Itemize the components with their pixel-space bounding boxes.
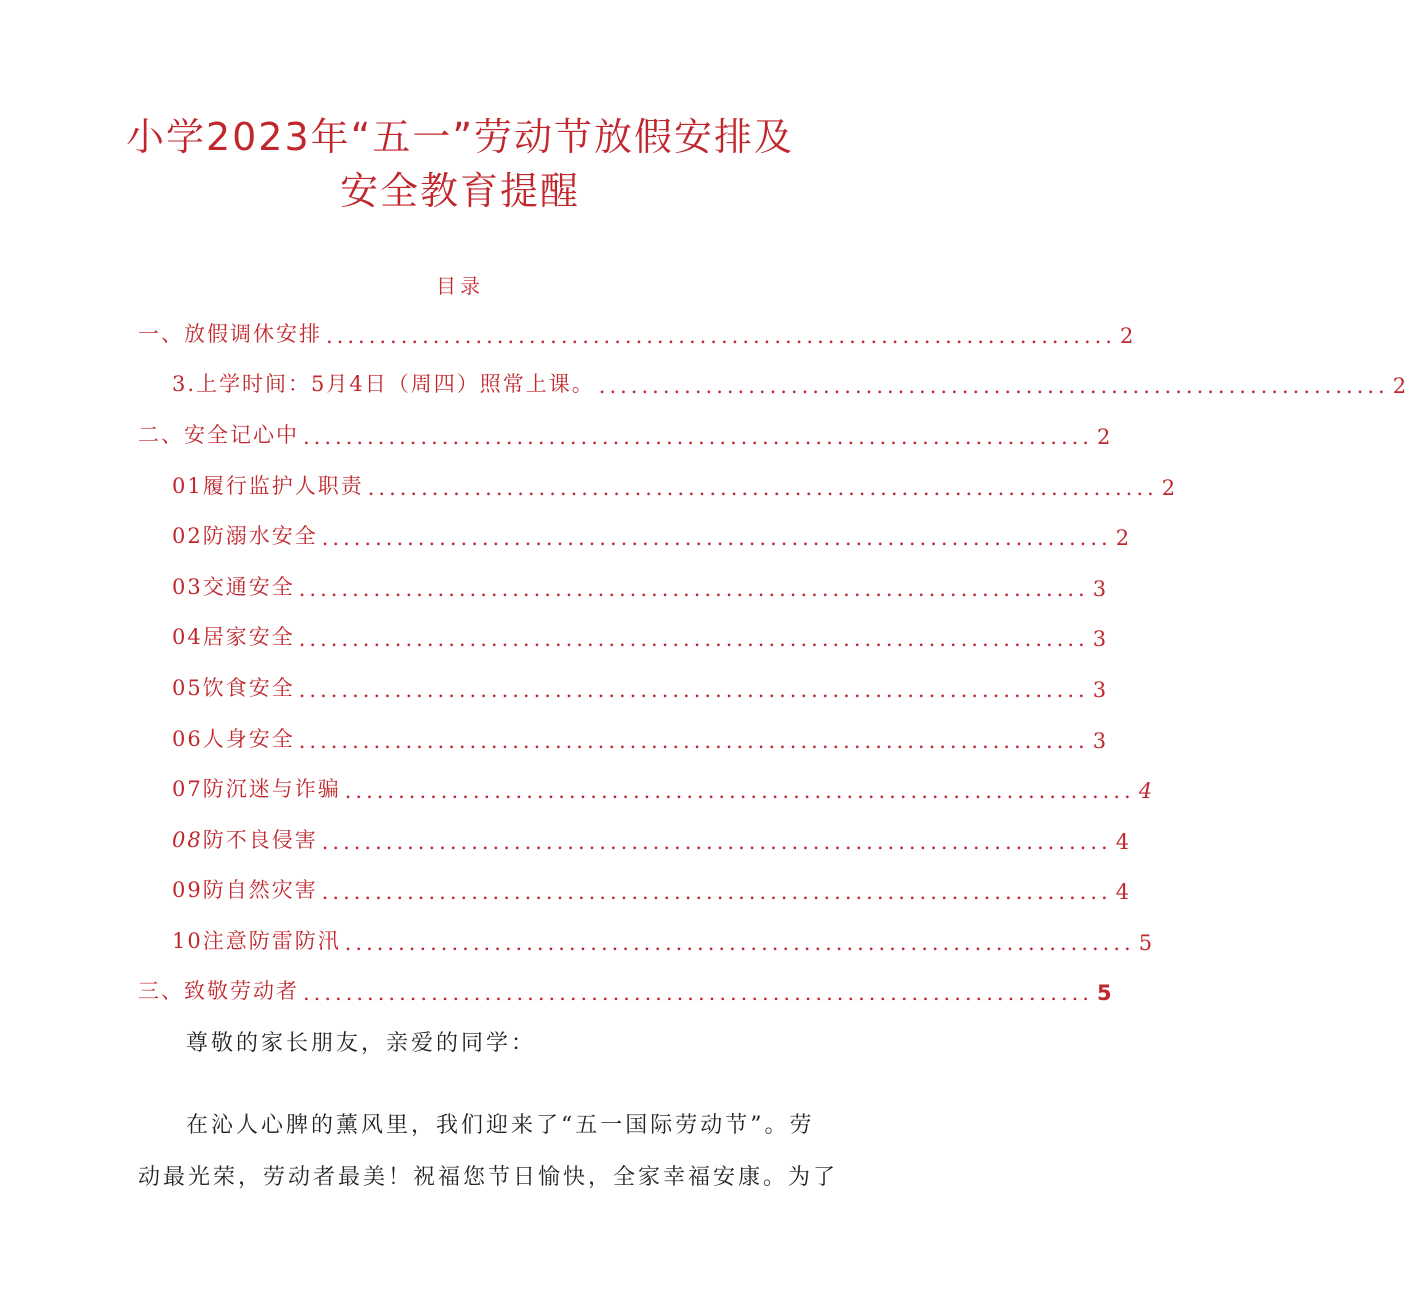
toc-leader-dots: .......................................................................... [298, 627, 1089, 651]
toc-leader-dots: .......................................................................... [344, 931, 1135, 955]
toc-entry-vacation-schedule[interactable] [138, 318, 1134, 348]
toc-leader-dots: .......................................................................... [321, 526, 1112, 550]
toc-entry-label: 02防溺水安全 [172, 524, 318, 548]
toc-entry-label: 3.上学时间：5月4日（周四）照常上课。 [172, 372, 595, 396]
toc-page-number: 3 [1092, 678, 1107, 702]
toc-entry-label: 三、致敬劳动者 [138, 979, 299, 1003]
toc-leader-dots: .......................................................................... [298, 729, 1089, 753]
toc-entry-harm[interactable] [172, 824, 1130, 854]
toc-page-number: 2 [1392, 374, 1406, 398]
toc-entry-label: 一、放假调休安排 [138, 322, 322, 346]
toc-leader-dots: .......................................................................... [321, 830, 1112, 854]
toc-entry-number: 08 [172, 828, 203, 852]
toc-leader-dots: .......................................................................... [598, 374, 1389, 398]
toc-entry-home[interactable] [172, 621, 1107, 651]
toc-page-number: 4 [1138, 779, 1153, 803]
toc-page-number: 4 [1115, 880, 1130, 904]
toc-leader-dots: .......................................................................... [298, 678, 1089, 702]
toc-page-number: 2 [1161, 476, 1176, 500]
toc-leader-dots: .......................................................................... [298, 577, 1089, 601]
toc-entry-personal[interactable] [172, 723, 1107, 753]
toc-heading: 目录 [436, 274, 484, 298]
toc-entry-addiction-fraud[interactable] [172, 773, 1153, 803]
toc-entry-guardian[interactable] [172, 470, 1176, 500]
toc-entry-label: 06人身安全 [172, 727, 295, 751]
toc-entry-label: 07防沉迷与诈骗 [172, 777, 341, 801]
toc-page-number: 3 [1092, 577, 1107, 601]
toc-leader-dots: .......................................................................... [367, 476, 1158, 500]
toc-leader-dots: .......................................................................... [344, 779, 1135, 803]
toc-leader-dots: .......................................................................... [303, 981, 1093, 1005]
toc-entry-safety[interactable] [138, 419, 1111, 449]
toc-entry-workers[interactable] [138, 975, 1112, 1005]
toc-page-number: 2 [1119, 324, 1134, 348]
toc-entry-label: 09防自然灾害 [172, 878, 318, 902]
toc-entry-school-time[interactable] [172, 368, 1406, 398]
toc-leader-dots: .......................................................................... [303, 425, 1093, 449]
toc-page-number: 4 [1115, 830, 1130, 854]
document-title-line2: 安全教育提醒 [339, 169, 580, 213]
toc-page-number: 3 [1092, 729, 1107, 753]
toc-page-number: 2 [1115, 526, 1130, 550]
toc-leader-dots: .......................................................................... [326, 324, 1116, 348]
greeting-paragraph: 尊敬的家长朋友，亲爱的同学： [186, 1031, 537, 1056]
toc-entry-label [172, 824, 318, 854]
toc-entry-label: 05饮食安全 [172, 676, 295, 700]
body-paragraph-line2: 动最光荣，劳动者最美！祝福您节日愉快，全家幸福安康。为了 [138, 1165, 839, 1190]
toc-entry-lightning-flood[interactable] [172, 925, 1153, 955]
toc-entry-label-text: 防不良侵害 [202, 828, 318, 852]
toc-entry-label: 04居家安全 [172, 625, 295, 649]
toc-page-number: 3 [1092, 627, 1107, 651]
toc-entry-label: 二、安全记心中 [138, 423, 299, 447]
toc-entry-drowning[interactable] [172, 520, 1130, 550]
toc-entry-disaster[interactable] [172, 874, 1130, 904]
toc-page-number: 5 [1096, 981, 1112, 1005]
document-title-line1: 小学2023年“五一”劳动节放假安排及 [125, 115, 795, 159]
toc-page-number: 2 [1096, 425, 1111, 449]
toc-entry-traffic[interactable] [172, 571, 1107, 601]
toc-entry-food[interactable] [172, 672, 1107, 702]
toc-entry-label: 10注意防雷防汛 [172, 929, 341, 953]
toc-leader-dots: .......................................................................... [321, 880, 1112, 904]
toc-page-number: 5 [1138, 931, 1153, 955]
body-paragraph-line1: 在沁人心脾的薰风里，我们迎来了“五一国际劳动节”。劳 [186, 1113, 815, 1138]
toc-entry-label: 01履行监护人职责 [172, 474, 364, 498]
toc-entry-label: 03交通安全 [172, 575, 295, 599]
